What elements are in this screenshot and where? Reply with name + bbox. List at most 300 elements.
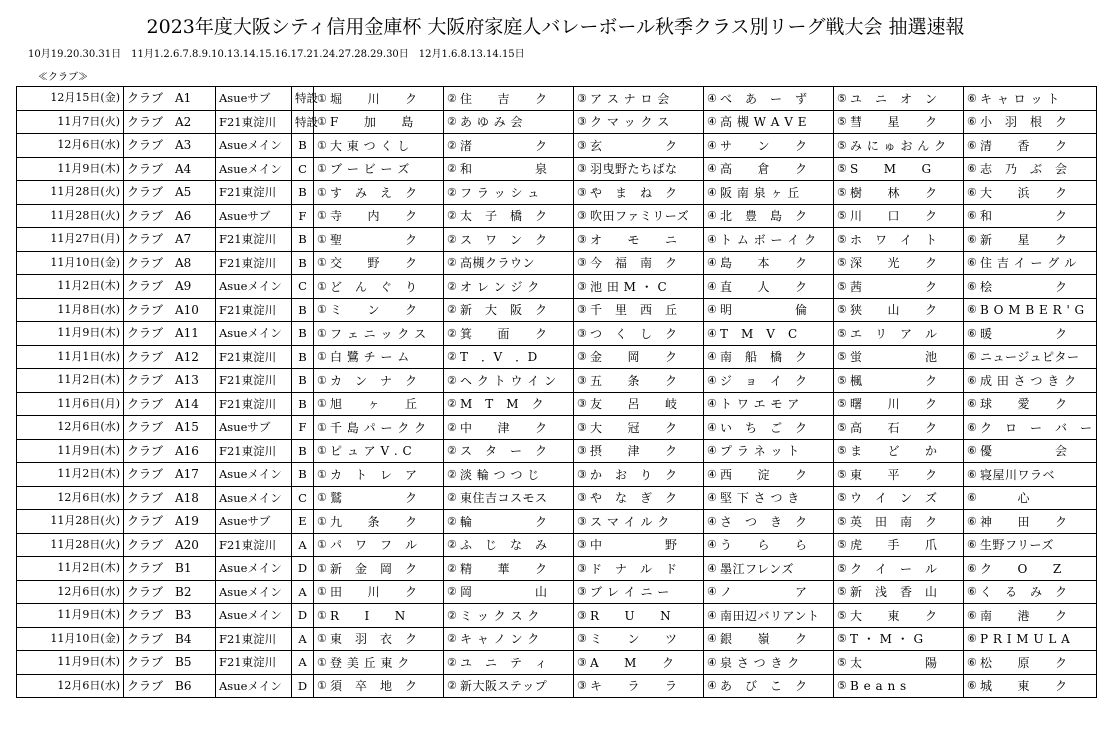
division: B [292,228,314,252]
division: B [292,463,314,487]
slot-number: ① [317,185,327,199]
slot-number: ④ [707,256,717,269]
team-cell [444,275,574,299]
division: B [292,181,314,205]
team-cell [704,298,834,322]
league-name: クラブ A17 [124,463,216,487]
team-name: 英 田 南 ク [850,514,938,529]
slot-number: ⑤ [837,279,847,293]
team-cell [574,557,704,581]
slot-number: ⑤ [837,538,847,551]
team-name: 大 浜 ク [980,185,1068,200]
team-cell [964,157,1097,181]
match-date: 11月2日(木) [17,463,124,487]
slot-number: ① [317,232,327,246]
team-name: カ ン ナ ク [330,373,418,388]
match-date: 11月2日(木) [17,369,124,393]
venue: F21東淀川 [216,228,292,252]
team-name: P R I M U L A [980,632,1071,646]
team-name: か お り ク [590,467,678,482]
team-name: 新大阪ステップ [460,679,548,693]
venue: Asueサブ [216,416,292,440]
team-cell [704,486,834,510]
team-name: 虎 手 爪 [850,538,938,552]
team-name: う ら ら [720,538,808,552]
table-row [17,204,1097,228]
team-name: 新 浅 香 山 [850,585,938,599]
team-cell [444,580,574,604]
slot-number: ③ [577,655,587,669]
slot-number: ③ [577,420,587,434]
team-name: 南 港 ク [980,608,1068,623]
team-cell [964,369,1097,393]
table-row [17,392,1097,416]
table-row [17,651,1097,675]
team-cell [574,134,704,158]
team-cell [964,533,1097,557]
team-cell [834,486,964,510]
division: F [292,204,314,228]
team-name: 中 津 ク [460,420,548,435]
division: 特設 [292,87,314,111]
slot-number: ⑥ [967,91,977,105]
slot-number: ⑤ [837,585,847,598]
slot-number: ③ [577,326,587,340]
team-name: 優 会 [980,444,1068,458]
team-name: 生野フリーズ [980,538,1054,552]
match-date: 11月8日(水) [17,298,124,322]
team-name: 大 冠 ク [590,420,678,435]
slot-number: ④ [707,608,717,622]
team-cell [444,322,574,346]
slot-number: ① [317,162,327,175]
match-date: 11月9日(木) [17,604,124,628]
team-cell [834,275,964,299]
team-name: す み え ク [330,185,418,200]
team-cell [964,463,1097,487]
team-name: ト ム ボ ー イ ク [720,232,817,247]
slot-number: ⑤ [837,256,847,269]
slot-number: ② [447,585,457,598]
team-name: 新 大 阪 ク [460,303,548,317]
slot-number: ⑥ [967,303,977,316]
team-cell [964,486,1097,510]
division: A [292,580,314,604]
slot-number: ③ [577,115,587,128]
team-name: ノ ア [720,585,808,599]
team-cell [964,392,1097,416]
team-name: 北 豊 島 ク [720,209,808,223]
slot-number: ④ [707,444,717,457]
team-name: あ び こ ク [720,679,808,693]
team-cell [574,392,704,416]
team-name: 中 野 [590,538,678,552]
team-cell [964,87,1097,111]
match-date: 11月10日(金) [17,251,124,275]
slot-number: ④ [707,185,717,199]
team-name: 聖 ク [330,232,418,247]
venue: F21東淀川 [216,298,292,322]
slot-number: ① [317,373,327,387]
team-cell [834,298,964,322]
slot-number: ④ [707,538,717,551]
team-cell [964,204,1097,228]
team-cell [574,110,704,134]
team-name: フ ェ ニ ッ ク ス [330,326,427,341]
team-cell [834,134,964,158]
team-name: キ ラ ラ [590,679,678,693]
slot-number: ③ [577,232,587,246]
team-name: オ レ ン ジ ク [460,279,540,294]
team-cell [444,674,574,698]
team-name: ト ワ エ モ ア [720,397,800,411]
team-cell [444,345,574,369]
table-row [17,134,1097,158]
slot-number: ⑥ [967,373,977,387]
team-cell [574,87,704,111]
team-cell [314,674,444,698]
section-label: ≪クラブ≫ [38,72,88,83]
team-name: 南 船 橋 ク [720,350,808,364]
team-cell [444,251,574,275]
team-name: 楓 ク [850,373,938,388]
division: B [292,322,314,346]
slot-number: ① [317,350,327,363]
team-cell [444,134,574,158]
slot-number: ② [447,91,457,105]
team-name: ク ロ ー バ ー [980,420,1093,435]
team-name: 高 倉 ク [720,162,808,176]
team-cell [834,463,964,487]
team-name: ピ ュ ア V . C [330,444,413,458]
team-name: ジ ョ イ ク [720,373,808,388]
division: B [292,298,314,322]
division: D [292,674,314,698]
team-name: 交 野 ク [330,256,418,270]
team-cell [704,533,834,557]
slot-number: ③ [577,91,587,105]
slot-number: ⑥ [967,279,977,293]
team-cell [444,439,574,463]
team-cell [704,322,834,346]
slot-number: ② [447,467,457,481]
team-cell [574,322,704,346]
slot-number: ⑤ [837,91,847,105]
venue: Asueメイン [216,604,292,628]
league-name: クラブ B5 [124,651,216,675]
team-name: 輪 ク [460,514,548,529]
division: A [292,651,314,675]
slot-number: ② [447,608,457,622]
league-name: クラブ A5 [124,181,216,205]
team-name: 玄 ク [590,138,678,153]
team-cell [314,604,444,628]
slot-number: ③ [577,514,587,528]
team-cell [704,251,834,275]
team-cell [834,604,964,628]
slot-number: ② [447,256,457,269]
venue: F21東淀川 [216,181,292,205]
team-cell [704,181,834,205]
division: D [292,604,314,628]
team-cell [834,87,964,111]
division: B [292,392,314,416]
team-cell [314,251,444,275]
slot-number: ② [447,162,457,175]
league-name: クラブ A10 [124,298,216,322]
team-name: 吹田ファミリーズ [590,209,690,223]
team-cell [964,345,1097,369]
team-cell [574,204,704,228]
team-name: ク マ ッ ク ス [590,115,670,129]
slot-number: ③ [577,608,587,622]
slot-number: ② [447,420,457,434]
team-cell [704,580,834,604]
team-cell [704,557,834,581]
slot-number: ① [317,303,327,316]
team-cell [444,392,574,416]
team-cell [574,228,704,252]
slot-number: ② [447,373,457,387]
team-name: 五 条 ク [590,373,678,388]
team-name: ヘ ク ト ウ イ ン [460,373,557,388]
division: E [292,510,314,534]
team-cell [444,463,574,487]
venue: Asueメイン [216,557,292,581]
team-cell [444,204,574,228]
slot-number: ② [447,232,457,246]
venue: Asueメイン [216,157,292,181]
slot-number: ④ [707,491,717,504]
slot-number: ⑥ [967,209,977,222]
venue: Asueメイン [216,322,292,346]
team-name: ス タ ー ク [460,444,548,458]
team-name: 寝屋川ワラベ [980,467,1056,482]
team-cell [314,463,444,487]
team-name: く る み ク [980,585,1068,599]
team-name: T ．V ．D [460,350,538,364]
team-name: キ ャ ノ ン ク [460,632,540,646]
team-cell [574,369,704,393]
table-row [17,557,1097,581]
slot-number: ④ [707,655,717,669]
team-name: 川 口 ク [850,209,938,223]
slot-number: ④ [707,232,717,246]
team-cell [314,533,444,557]
team-name: 池 田 M ・ C [590,279,668,294]
team-name: 蛍 池 [850,350,938,364]
team-cell [574,604,704,628]
team-name: 堅 下 さ つ き [720,491,800,505]
slot-number: ③ [577,679,587,692]
team-cell [444,157,574,181]
slot-number: ① [317,632,327,645]
team-name: ミ ッ ク ス ク [460,608,540,623]
slot-number: ⑤ [837,326,847,340]
team-name: T ・ M ・ G [850,632,924,646]
venue: Asueメイン [216,486,292,510]
team-name: ミ ン ク [330,303,418,317]
team-name: M T M ク [460,397,545,411]
match-date: 12月6日(水) [17,580,124,604]
slot-number: ④ [707,303,717,316]
league-name: クラブ B3 [124,604,216,628]
slot-number: ② [447,679,457,692]
team-cell [704,157,834,181]
slot-number: ⑤ [837,632,847,645]
team-cell [704,392,834,416]
team-cell [314,439,444,463]
team-name: 友 呂 岐 [590,397,678,411]
venue: Asueメイン [216,674,292,698]
team-name: R I N [330,608,406,623]
slot-number: ⑥ [967,138,977,152]
slot-number: ② [447,538,457,551]
team-cell [444,651,574,675]
slot-number: ③ [577,397,587,410]
team-cell [444,416,574,440]
team-cell [314,134,444,158]
league-name: クラブ B4 [124,627,216,651]
team-cell [574,533,704,557]
team-name: 墨江フレンズ [720,561,794,576]
slot-number: ⑤ [837,232,847,246]
team-name: み に ゅ お ん ク [850,138,947,153]
slot-number: ② [447,138,457,152]
team-name: 須 卒 地 ク [330,679,418,693]
slot-number: ⑥ [967,608,977,622]
team-cell [574,580,704,604]
team-name: 箕 面 ク [460,326,548,341]
match-date: 11月9日(木) [17,322,124,346]
table-row [17,580,1097,604]
team-name: ニュージュピター [980,350,1080,364]
table-row [17,416,1097,440]
slot-number: ③ [577,303,587,316]
team-name: 東 平 ク [850,467,938,482]
team-name: S M G [850,162,932,176]
venue: F21東淀川 [216,369,292,393]
team-name: ブ ー ビ ー ズ [330,162,410,176]
slot-number: ⑤ [837,608,847,622]
team-cell [574,157,704,181]
team-cell [704,110,834,134]
team-cell [964,604,1097,628]
team-name: ド ナ ル ド [590,561,678,576]
team-cell [704,604,834,628]
table-row [17,345,1097,369]
team-cell [314,298,444,322]
table-row [17,369,1097,393]
match-date: 12月6日(水) [17,134,124,158]
slot-number: ① [317,491,327,504]
team-cell [834,181,964,205]
team-cell [704,369,834,393]
slot-number: ③ [577,185,587,199]
team-cell [314,322,444,346]
match-date: 11月28日(火) [17,204,124,228]
venue: F21東淀川 [216,439,292,463]
draw-table [16,86,1097,698]
venue: Asueサブ [216,510,292,534]
team-name: い ち ご ク [720,420,808,435]
team-cell [834,110,964,134]
team-name: 清 香 ク [980,138,1068,153]
team-name: 太 子 橋 ク [460,209,548,223]
slot-number: ⑤ [837,138,847,152]
team-cell [704,627,834,651]
team-cell [444,181,574,205]
table-row [17,674,1097,698]
team-name: ア ス ナ ロ 会 [590,91,670,106]
team-cell [444,298,574,322]
team-cell [964,510,1097,534]
division: 特設 [292,110,314,134]
team-name: 銀 嶺 ク [720,632,808,646]
slot-number: ⑥ [967,444,977,457]
team-cell [964,275,1097,299]
table-row [17,486,1097,510]
slot-number: ⑤ [837,162,847,175]
slot-number: ⑤ [837,303,847,316]
team-cell [964,298,1097,322]
slot-number: ⑤ [837,514,847,528]
team-cell [964,627,1097,651]
slot-number: ④ [707,397,717,410]
slot-number: ① [317,420,327,434]
team-cell [444,557,574,581]
league-name: クラブ A19 [124,510,216,534]
league-name: クラブ A3 [124,134,216,158]
team-name: 桧 ク [980,279,1068,294]
match-date: 11月6日(月) [17,392,124,416]
slot-number: ⑥ [967,185,977,199]
slot-number: ⑤ [837,467,847,481]
slot-number: ⑤ [837,444,847,457]
league-name: クラブ A4 [124,157,216,181]
division: C [292,486,314,510]
team-name: 彗 星 ク [850,115,938,129]
slot-number: ① [317,397,327,410]
team-cell [704,439,834,463]
team-name: ブ レ イ ニ ー [590,585,670,599]
team-cell [314,510,444,534]
league-name: クラブ A16 [124,439,216,463]
slot-number: ③ [577,279,587,293]
slot-number: ⑤ [837,373,847,387]
team-name: 寺 内 ク [330,209,418,223]
team-cell [964,110,1097,134]
team-name: 阪 南 泉 ヶ 丘 [720,185,800,200]
team-cell [834,439,964,463]
team-name: R U N [590,608,672,623]
slot-number: ⑥ [967,632,977,645]
slot-number: ⑤ [837,491,847,504]
team-name: ク O Z [980,561,1062,576]
team-cell [704,463,834,487]
venue: F21東淀川 [216,627,292,651]
league-name: クラブ B6 [124,674,216,698]
slot-number: ① [317,279,327,293]
team-name: 金 岡 ク [590,350,678,364]
slot-number: ② [447,397,457,410]
slot-number: ⑥ [967,397,977,410]
venue: Asueサブ [216,87,292,111]
match-date: 12月6日(水) [17,486,124,510]
slot-number: ② [447,185,457,199]
team-cell [574,510,704,534]
team-name: 東 羽 衣 ク [330,632,418,646]
